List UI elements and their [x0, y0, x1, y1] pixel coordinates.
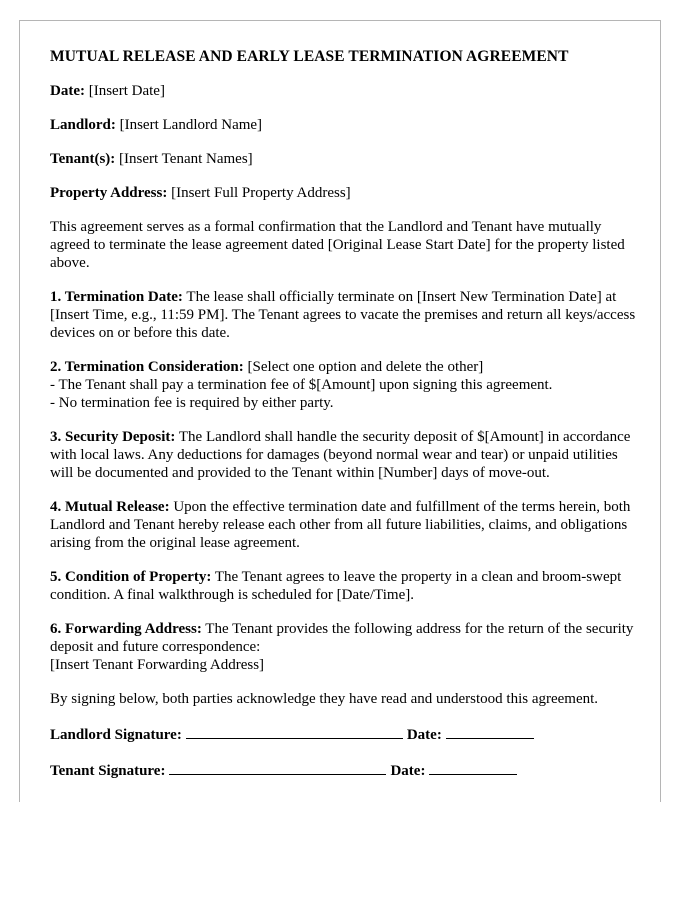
section-heading: 5. Condition of Property: — [50, 569, 212, 585]
landlord-signature-field[interactable] — [186, 724, 403, 739]
section-security-deposit — [50, 428, 640, 482]
forwarding-address-placeholder: [Insert Tenant Forwarding Address] — [50, 657, 265, 673]
tenant-date-label: Date: — [390, 763, 426, 779]
tenant-date-field[interactable] — [429, 760, 517, 775]
tenant-value: [Insert Tenant Names] — [115, 151, 253, 167]
section-heading: 4. Mutual Release: — [50, 499, 170, 515]
section-forwarding-address — [50, 620, 640, 674]
section-heading: 6. Forwarding Address: — [50, 621, 202, 637]
intro-paragraph: This agreement serves as a formal confirmation that the Landlord and Tenant have mutually agreed to terminate the lease agreement dated [Original Lease Start Date] for the property listed above. — [50, 219, 625, 271]
date-value: [Insert Date] — [84, 83, 165, 99]
section-text: The Tenant provides the following address for the return of the security deposit and future correspondence: — [50, 621, 634, 655]
tenant-signature-line — [50, 760, 640, 780]
document-page — [19, 20, 661, 802]
tenant-field — [50, 150, 640, 168]
landlord-field — [50, 116, 640, 134]
section-text: Upon the effective termination date and fulfillment of the terms herein, both Landlord and Tenant hereby release each other from all future liabilities, claims, and obligations arising from the original lease agreement. — [50, 499, 631, 551]
property-address-field — [50, 184, 640, 202]
landlord-signature-label: Landlord Signature: — [50, 727, 182, 743]
landlord-signature-line — [50, 724, 640, 744]
tenant-signature-field[interactable] — [169, 760, 386, 775]
landlord-date-field[interactable] — [446, 724, 534, 739]
section-text: The Landlord shall handle the security deposit of $[Amount] in accordance with local laws. Any deductions for damages (beyond normal wear and tear) or unpaid utilities will be documented and provided to the Tenant within [Number] days of move-out. — [50, 429, 631, 481]
section-heading: 1. Termination Date: — [50, 289, 183, 305]
landlord-label: Landlord: — [50, 117, 116, 133]
closing-paragraph: By signing below, both parties acknowledge they have read and understood this agreement. — [50, 691, 599, 707]
section-heading: 2. Termination Consideration: — [50, 359, 244, 375]
section-termination-consideration — [50, 358, 640, 412]
section-text: [Select one option and delete the other] — [243, 359, 484, 375]
date-label: Date: — [50, 83, 85, 99]
section-mutual-release — [50, 498, 640, 552]
option-fee: - The Tenant shall pay a termination fee of $[Amount] upon signing this agreement. — [50, 377, 553, 393]
tenant-signature-label: Tenant Signature: — [50, 763, 166, 779]
tenant-label: Tenant(s): — [50, 151, 116, 167]
document-content — [50, 48, 640, 796]
section-text: The lease shall officially terminate on [Insert New Termination Date] at [Insert Time, e.g., 11:59 PM]. The Tenant agrees to vacate the premises and return all keys/access devices on or before this date. — [50, 289, 636, 341]
section-text: The Tenant agrees to leave the property in a clean and broom-swept condition. A final walkthrough is scheduled for [Date/Time]. — [50, 569, 622, 603]
document-title: MUTUAL RELEASE AND EARLY LEASE TERMINATION AGREEMENT — [50, 48, 569, 65]
section-termination-date — [50, 288, 640, 342]
option-no-fee: - No termination fee is required by either party. — [50, 395, 334, 411]
section-condition-of-property — [50, 568, 640, 604]
date-field — [50, 82, 640, 100]
landlord-value: [Insert Landlord Name] — [115, 117, 263, 133]
property-address-label: Property Address: — [50, 185, 168, 201]
section-heading: 3. Security Deposit: — [50, 429, 176, 445]
landlord-date-label: Date: — [406, 727, 442, 743]
property-address-value: [Insert Full Property Address] — [167, 185, 351, 201]
